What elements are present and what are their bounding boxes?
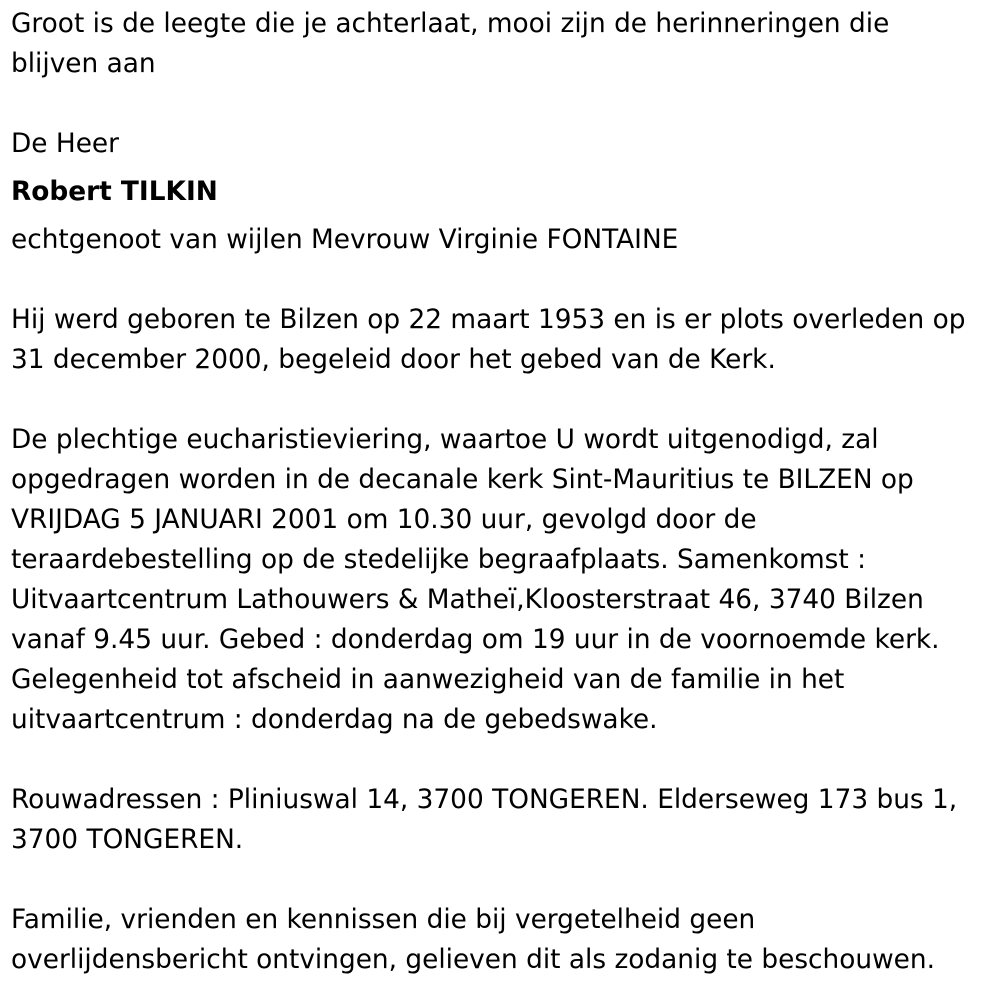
addresses-paragraph	[11, 780, 991, 860]
ceremony-line: VRIJDAG 5 JANUARI 2001 om 10.30 uur, gevolgd door de	[11, 505, 757, 535]
addresses-line: Rouwadressen : Pliniuswal 14, 3700 TONGEREN. Elderseweg 173 bus 1,	[11, 785, 958, 815]
paragraph-spacer	[11, 860, 991, 900]
paragraph-spacer	[11, 260, 991, 300]
obituary-document	[11, 4, 991, 980]
closing-line: Familie, vrienden en kennissen die bij vergetelheid geen	[11, 905, 756, 935]
addresses-line: 3700 TONGEREN.	[11, 825, 244, 855]
motto-line: blijven aan	[11, 49, 156, 79]
honorific: De Heer	[11, 129, 119, 159]
ceremony-line: Uitvaartcentrum Lathouwers & Matheï,Kloosterstraat 46, 3740 Bilzen	[11, 585, 924, 615]
birth-death-line: Hij werd geboren te Bilzen op 22 maart 1953 en is er plots overleden op	[11, 305, 966, 335]
name-spacer	[11, 164, 991, 172]
ceremony-line: opgedragen worden in de decanale kerk Sint-Mauritius te BILZEN op	[11, 465, 914, 495]
paragraph-spacer	[11, 380, 991, 420]
spouse-line: echtgenoot van wijlen Mevrouw Virginie FONTAINE	[11, 225, 679, 255]
closing-paragraph	[11, 900, 991, 980]
birth-death-line: 31 december 2000, begeleid door het gebed van de Kerk.	[11, 345, 776, 375]
closing-line: overlijdensbericht ontvingen, gelieven dit als zodanig te beschouwen.	[11, 945, 935, 975]
paragraph-spacer	[11, 740, 991, 780]
paragraph-spacer	[11, 84, 991, 124]
motto-line: Groot is de leegte die je achterlaat, mooi zijn de herinneringen die	[11, 9, 890, 39]
ceremony-line: De plechtige eucharistieviering, waartoe U wordt uitgenodigd, zal	[11, 425, 879, 455]
ceremony-line: Gelegenheid tot afscheid in aanwezigheid van de familie in het	[11, 665, 845, 695]
ceremony-paragraph	[11, 420, 991, 740]
ceremony-line: uitvaartcentrum : donderdag na de gebedswake.	[11, 705, 658, 735]
birth-death-paragraph	[11, 300, 991, 380]
name-spacer	[11, 212, 991, 220]
deceased-name: Robert TILKIN	[11, 177, 218, 207]
motto-paragraph	[11, 4, 991, 84]
ceremony-line: teraardebestelling op de stedelijke begraafplaats. Samenkomst :	[11, 545, 866, 575]
ceremony-line: vanaf 9.45 uur. Gebed : donderdag om 19 uur in de voornoemde kerk.	[11, 625, 940, 655]
